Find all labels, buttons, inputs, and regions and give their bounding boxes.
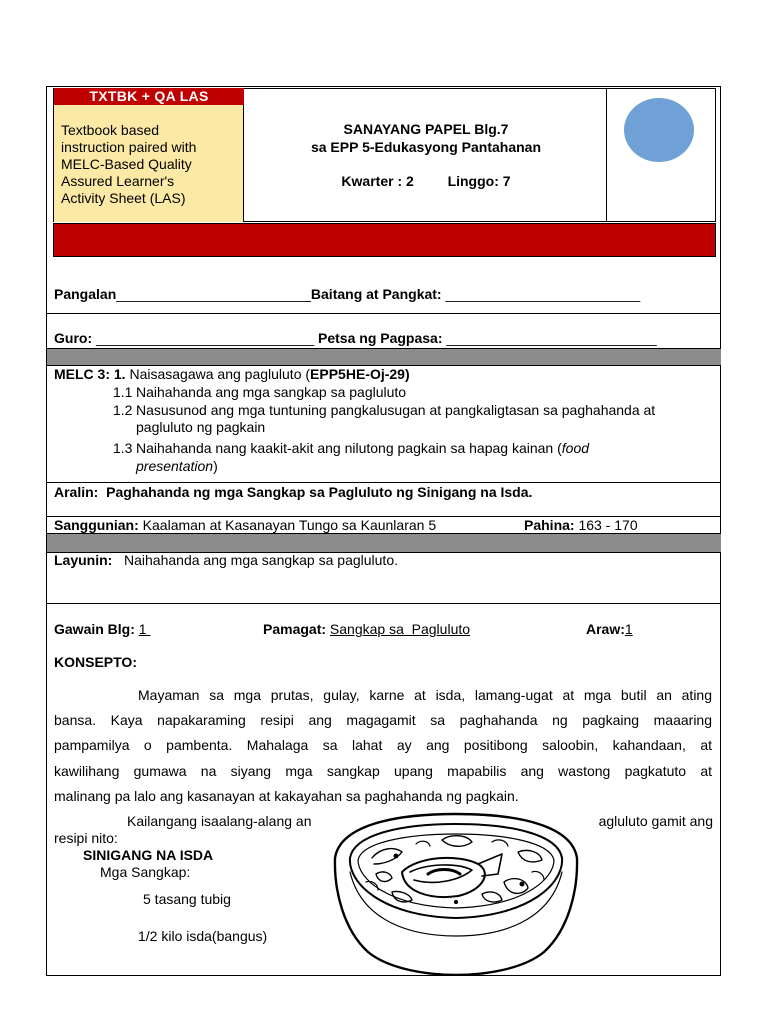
konsepto-line: malinang pa lalo ang kasanayan at kakayahan sa paghahanda ng pagkain.	[54, 788, 519, 804]
aralin-text: Paghahanda ng mga Sangkap sa Pagluluto ng Sinigang na Isda.	[98, 484, 533, 500]
araw	[586, 621, 633, 638]
konsepto-line: bansa. Kaya napakaraming resipi ang magagamit sa paghahanda ng pagkaing maaaring	[54, 712, 712, 728]
title-line2: sa EPP 5-Edukasyong Pantahanan	[310, 139, 542, 155]
pamagat	[263, 621, 470, 638]
sanggunian-label: Sanggunian:	[54, 517, 139, 533]
melc-item-italic: food	[561, 440, 590, 456]
melc-item	[113, 402, 714, 436]
melc-label: MELC 3: 1.	[54, 366, 126, 382]
melc-item-text-cont: pagluluto ng pagkain	[136, 419, 266, 435]
gray-separator	[47, 533, 721, 553]
melc-item-close: )	[213, 458, 218, 474]
divider	[47, 313, 721, 314]
aralin-label: Aralin:	[54, 484, 99, 500]
title-line1: SANAYANG PAPEL Blg.7	[343, 121, 509, 137]
date-field[interactable]: ___________________________	[442, 330, 657, 346]
name-field[interactable]: _________________________	[116, 286, 311, 302]
name-row	[54, 286, 714, 303]
sanggunian-row	[54, 517, 474, 534]
gray-separator	[47, 348, 721, 366]
gawain-label: Gawain Blg:	[54, 621, 135, 637]
layunin-label: Layunin:	[54, 552, 113, 568]
aralin-row	[54, 484, 714, 501]
sinigang-bowl-illustration	[332, 812, 580, 976]
quarter-week	[246, 172, 606, 190]
melc-item-text: Naihahanda ang mga sangkap sa pagluluto	[136, 384, 407, 400]
description-line: MELC-Based Quality	[61, 156, 192, 172]
konsepto-line-left: Kailangang isaalang-alang an	[127, 813, 312, 829]
bottom-border	[47, 975, 721, 976]
melc-item-text: Naihahanda nang kaakit-akit ang nilutong pagkain sa hapag kainan (	[136, 440, 562, 456]
pahina-row	[524, 517, 638, 534]
divider	[47, 603, 721, 604]
pahina-value: 163 - 170	[574, 517, 638, 533]
konsepto-line-end: resipi nito:	[54, 830, 118, 846]
melc-code: EPP5HE-Oj-29)	[310, 366, 410, 382]
konsepto-heading: KONSEPTO:	[54, 654, 137, 670]
melc-item-number: 1.3	[113, 440, 133, 456]
melc-item-text: Nasusunod ang mga tuntuning pangkalusugan at pangkaligtasan sa paghahanda at	[136, 402, 656, 418]
date-label: Petsa ng Pagpasa:	[318, 330, 443, 346]
teacher-field[interactable]: ____________________________	[92, 330, 315, 346]
ingredient-item: 5 tasang tubig	[143, 891, 231, 907]
layunin-row	[54, 552, 714, 569]
section-field[interactable]: _________________________	[441, 286, 641, 302]
gawain-number	[54, 621, 150, 638]
konsepto-line-right: agluluto gamit ang	[598, 813, 713, 829]
description-box	[54, 105, 244, 222]
melc-item-italic-cont: presentation	[136, 458, 214, 474]
red-banner	[53, 223, 716, 257]
konsepto-line: pampamilya o pambenta. Mahalaga sa lahat ay ang positibong saloobin, kahandaan, at	[54, 737, 712, 753]
description-line: Textbook based	[61, 122, 160, 138]
pamagat-value: Sangkap sa Pagluluto	[329, 621, 471, 637]
ingredient-item: 1/2 kilo isda(bangus)	[138, 928, 268, 944]
divider	[47, 482, 721, 483]
worksheet-title	[246, 120, 606, 190]
header-divider	[606, 88, 607, 222]
melc-item-number: 1.2	[113, 402, 133, 418]
araw-value: 1	[624, 621, 633, 637]
description-line: instruction paired with	[61, 139, 197, 155]
konsepto-line: Mayaman sa mga prutas, gulay, karne at isda, lamang-ugat at mga butil an ating	[138, 687, 712, 703]
melc-heading	[54, 366, 714, 383]
melc-item	[113, 384, 714, 401]
ingredients-label: Mga Sangkap:	[100, 864, 191, 880]
melc-item	[113, 439, 714, 475]
recipe-title: SINIGANG NA ISDA	[83, 847, 214, 863]
linggo-label: Linggo: 7	[447, 173, 511, 189]
description-line: Activity Sheet (LAS)	[61, 190, 186, 206]
melc-item-number: 1.1	[113, 384, 133, 400]
layunin-text: Naihahanda ang mga sangkap sa pagluluto.	[112, 552, 398, 568]
kwarter-label: Kwarter : 2	[341, 173, 414, 189]
pahina-label: Pahina:	[524, 517, 575, 533]
sanggunian-text: Kaalaman at Kasanayan Tungo sa Kaunlaran 5	[138, 517, 437, 533]
txtbk-badge: TXTBK + QA LAS	[54, 88, 244, 105]
teacher-label: Guro:	[54, 330, 93, 346]
melc-section	[54, 366, 714, 475]
name-label: Pangalan	[54, 286, 117, 302]
pamagat-label: Pamagat:	[263, 621, 327, 637]
logo-circle	[624, 98, 694, 162]
melc-text: Naisasagawa ang pagluluto (	[125, 366, 311, 382]
gawain-value: 1	[138, 621, 151, 637]
section-label: Baitang at Pangkat:	[310, 286, 442, 302]
araw-label: Araw:	[586, 621, 625, 637]
konsepto-line: kawilihang gumawa na siyang mga sangkap upang mapabilis ang wastong pagkatuto at	[54, 763, 712, 779]
teacher-row	[54, 330, 714, 347]
description-line: Assured Learner's	[61, 173, 175, 189]
